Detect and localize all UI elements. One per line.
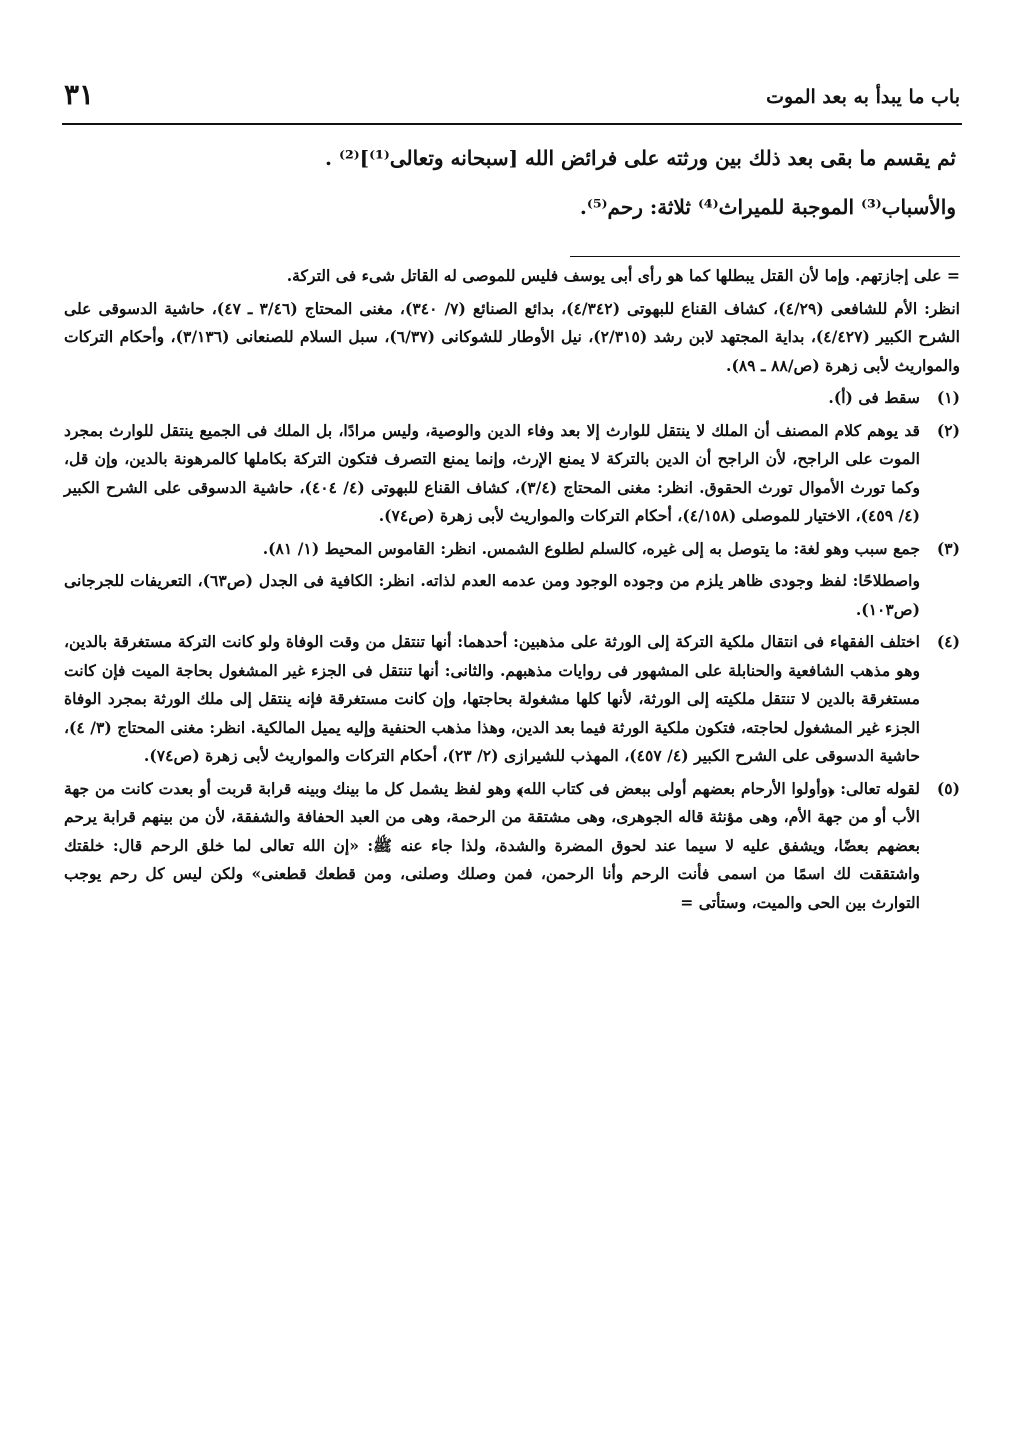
footnote-item-continuation xyxy=(64,567,960,624)
footnote-continuation xyxy=(64,262,960,291)
footnote-number: (٤) xyxy=(936,632,960,651)
header-rule xyxy=(62,123,962,125)
footnote-text: واصطلاحًا: لفظ وجودى ظاهر يلزم من وجوده الوجود ومن عدمه العدم لذاته. انظر: الكافية فى الجدل (ص٦٣)، التعريفات للجرجانى (ص١٠٣). xyxy=(64,571,920,619)
footnote-number: (٥) xyxy=(936,778,960,798)
main-text xyxy=(66,140,956,240)
footnotes xyxy=(64,262,960,921)
footnote-text: جمع سبب وهو لغة: ما يتوصل به إلى غيره، كالسلم لطلوع الشمس. انظر: القاموس المحيط (١/ ٨١). xyxy=(262,538,920,558)
footnote-references xyxy=(64,295,960,381)
footnote-text: = على إجازتهم. وإما لأن القتل يبطلها كما هو رأى أبى يوسف فليس للموصى له القاتل شىء فى التركة. xyxy=(286,266,960,285)
footnote-number: (١) xyxy=(936,388,960,407)
footnote-text: اختلف الفقهاء فى انتقال ملكية التركة إلى الورثة على مذهبين: أحدهما: أنها تنتقل من وقت الوفاة ولو كانت التركة مستغرقة بالدين، وهو مذهب الشافعية والحنابلة على المشهور فى روايات مذهبهم. والثانى: أنها تنتقل فى الجزء غير المشغول بحاجة الميت فإن كانت مستغرقة بالدين لا تنتقل ملكيته إلى الورثة، لأنها كلها مشغولة بحاجتها، وإن كانت مستغرقة فإنه ينتقل إلى ملك الورثة بمجرد الوفاة الجزء غير المشغول لحاجته، فتكون ملكية الورثة فيما بعد الدين، وهذا مذهب الحنفية وإليه يميل المالكية. انظر: مغنى المحتاج (٣/ ٤)، حاشية الدسوقى على الشرح الكبير (٤/ ٤٥٧)، المهذب للشيرازى (٢/ ٢٣)، أحكام التركات والمواريث لأبى زهرة (ص٧٤). xyxy=(64,632,920,765)
running-title: باب ما يبدأ به بعد الموت xyxy=(766,86,960,108)
page-header xyxy=(62,78,962,122)
footnote-item xyxy=(64,775,960,918)
page-number: ٣١ xyxy=(64,78,95,111)
footnote-number: (٢) xyxy=(936,420,960,440)
footnote-item xyxy=(64,628,960,771)
footnote-text: سقط فى (أ). xyxy=(828,388,920,407)
footnote-item xyxy=(64,535,960,564)
footnote-item xyxy=(64,384,960,413)
footnote-item xyxy=(64,417,960,531)
main-text-line: ثم يقسم ما بقى بعد ذلك بين ورثته على فرائض الله [سبحانه وتعالى⁽¹⁾]⁽²⁾ . xyxy=(325,146,956,170)
main-text-line: والأسباب⁽³⁾ الموجبة للميراث⁽⁴⁾ ثلاثة: رحم⁽⁵⁾. xyxy=(579,195,956,219)
footnote-text: قد يوهم كلام المصنف أن الملك لا ينتقل للوارث إلا بعد وفاء الدين والوصية، وليس مرادًا، بل الملك فى الجميع ينتقل للوارث بمجرد الموت على الراجح، لأن الراجح أن الدين بالتركة لا يمنع الإرث، وإنما يمنع التصرف فتكون التركة بكاملها كالمرهونة بالدين، وإن قل، وكما تورث الأموال تورث الحقوق. انظر: مغنى المحتاج (٣/٤)، كشاف القناع للبهوتى (٤/ ٤٠٤)، حاشية الدسوقى على الشرح الكبير (٤/ ٤٥٩)، الاختيار للموصلى (٤/١٥٨)، أحكام التركات والمواريث لأبى زهرة (ص٧٤). xyxy=(64,420,920,525)
footnote-text: لقوله تعالى: ﴿وأولوا الأرحام بعضهم أولى ببعض فى كتاب الله﴾ وهو لفظ يشمل كل ما بينك وبينه قرابة قربت أو بعدت كانت من جهة الأب أو من جهة الأم، وهى مؤنثة قاله الجوهرى، وهى مشتقة من الرحمة، وهى من العبد الحفافة والشفقة، لأن من بينهم قرابة يرحم بعضهم بعضًا، ويشفق عليه لا سيما عند لحوق المضرة والشدة، ولذا جاء عنه ﷺ: «إن الله تعالى لما خلق الرحم قال: خلقتك واشتققت لك اسمًا من اسمى فأنت الرحم وأنا الرحمن، فمن وصلك وصلنى، ومن قطعك قطعنى» ولكن ليس كل رحم يوجب التوارث بين الحى والميت، وستأتى = xyxy=(64,778,920,912)
footnote-separator xyxy=(570,256,960,257)
footnote-number: (٣) xyxy=(936,538,960,558)
footnote-text: انظر: الأم للشافعى (٤/٢٩)، كشاف القناع للبهوتى (٤/٣٤٢)، بدائع الصنائع (٧/ ٣٤٠)، مغنى المحتاج (٣/٤٦ ـ ٤٧)، حاشية الدسوقى على الشرح الكبير (٤/٤٢٧)، بداية المجتهد لابن رشد (٢/٣١٥)، نيل الأوطار للشوكانى (٦/٣٧)، سبل السلام للصنعانى (٣/١٣٦)، وأحكام التركات والمواريث لأبى زهرة (ص/٨٨ ـ ٨٩). xyxy=(64,298,960,375)
